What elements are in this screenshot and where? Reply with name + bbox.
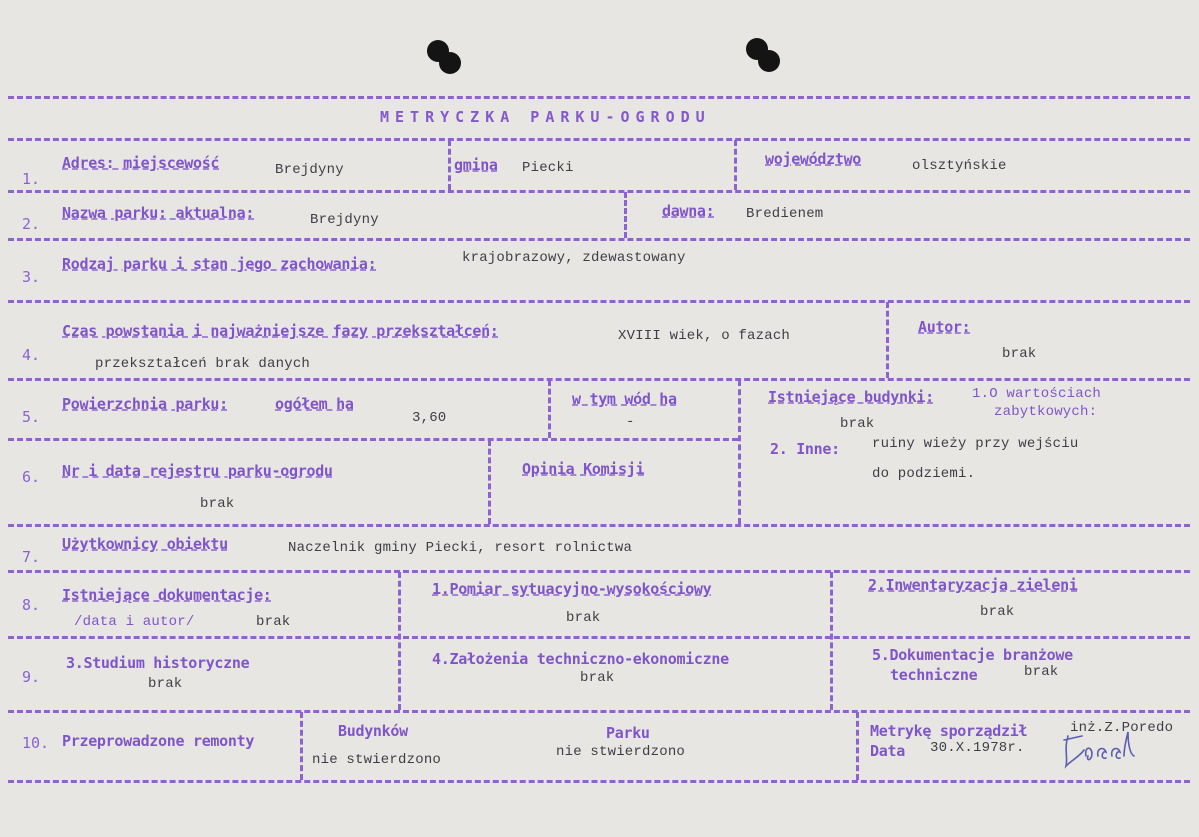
wojewodztwo-label: województwo [765,150,862,168]
gmina-value: Piecki [522,160,574,176]
row-number-3: 3. [22,268,41,286]
history-study-label: 3.Studium historyczne [66,654,250,672]
rule-row9 [8,710,1190,713]
punch-hole-left [425,40,463,74]
row-number-7: 7. [22,548,41,566]
date-value: 30.X.1978r. [930,740,1025,756]
date-label: Data [870,742,905,760]
survey-label: 1.Pomiar sytuacyjno-wysokościowy [432,580,712,598]
park-repairs-value: nie stwierdzono [556,744,686,760]
park-name-label: Nazwa parku: aktualna: [62,204,255,222]
wojewodztwo-value: olsztyńskie [912,158,1007,174]
origin-time-value-1: XVIII wiek, o fazach [618,328,791,344]
users-label: Użytkownicy obiektu [62,535,228,553]
row-number-2: 2. [22,215,41,233]
buildings-repairs-value: nie stwierdzono [312,752,442,768]
buildings-label: Istniejące budynki: [768,388,934,406]
register-label: Nr i data rejestru parku-ogrodu [62,462,333,480]
documentation-label: Istniejące dokumentacje: [62,586,272,604]
divider-r8-a [398,572,401,710]
water-area-value: - [626,414,635,430]
rule-row4 [8,378,1190,381]
buildings-value-2: zabytkowych: [994,404,1098,420]
documentation-sub: /data i autor/ [74,614,195,630]
divider-r8-b [830,572,833,710]
author-label: Autor: [918,318,971,336]
row-number-8: 8. [22,596,41,614]
tech-econ-value: brak [580,670,615,686]
other-buildings-value-2: do podziemi. [872,466,976,482]
repairs-label: Przeprowadzone remonty [62,732,255,750]
address-label: Adres: miejscewość [62,154,220,172]
divider-r5-a [548,380,551,438]
row-number-1: 1. [22,170,41,188]
branch-docs-label-2: techniczne [890,666,978,684]
author-value: brak [1002,346,1037,362]
history-study-value: brak [148,676,183,692]
divider-r1-woj [734,140,737,190]
greenery-value: brak [980,604,1015,620]
total-area-label: ogółem ha [275,395,354,413]
rule-row6 [8,524,1190,527]
former-name-label: dawna: [662,202,715,220]
tech-econ-label: 4.Założenia techniczno-ekonomiczne [432,650,729,668]
buildings-value-1: 1.O wartościach [972,386,1102,402]
address-value: Brejdyny [275,162,344,178]
punch-hole-right [744,38,782,72]
divider-r1-gmina [448,140,451,190]
commission-label: Opinia Komisji [522,460,645,478]
survey-value: brak [566,610,601,626]
origin-time-label: Czas powstania i najważniejsze fazy przekształceń: [62,322,499,340]
greenery-label: 2.Inwentaryzacja zieleni [868,576,1078,594]
park-name-value: Brejdyny [310,212,379,228]
park-type-label: Rodzaj parku i stan jego zachowania: [62,255,377,273]
rule-row1 [8,190,1190,193]
rule-row7 [8,570,1190,573]
register-value: brak [200,496,235,512]
other-buildings-label: 2. Inne: [770,440,840,458]
documentation-value: brak [256,614,291,630]
former-name-value: Bredienem [746,206,824,222]
divider-r10-b [856,712,859,780]
rule-title [8,138,1190,141]
rule-row8 [8,636,1190,639]
row-number-9: 9. [22,668,41,686]
buildings-brak: brak [840,416,875,432]
area-label: Powierzchnia parku: [62,395,228,413]
rule-row5 [8,438,738,441]
branch-docs-label-1: 5.Dokumentacje branżowe [872,646,1073,664]
prepared-by-label: Metrykę sporządził [870,722,1028,740]
origin-time-value-2: przekształceń brak danych [95,356,311,372]
park-type-value: krajobrazowy, zdewastowany [462,250,686,266]
divider-r10-a [300,712,303,780]
form-title: METRYCZKA PARKU-OGRODU [380,108,711,126]
users-value: Naczelnik gminy Piecki, resort rolnictwa [288,540,633,556]
rule-bottom [8,780,1190,783]
branch-docs-value: brak [1024,664,1059,680]
prepared-by-value: inż.Z.Poredo [1070,720,1174,736]
row-number-4: 4. [22,346,41,364]
row-number-10: 10. [22,734,50,752]
buildings-column-label: Budynków [338,722,408,740]
park-column-label: Parku [606,724,650,742]
rule-top [8,96,1190,99]
handwritten-signature [1058,726,1136,770]
divider-r4 [886,302,889,378]
divider-r5-b [738,380,741,524]
row-number-6: 6. [22,468,41,486]
rule-row2 [8,238,1190,241]
water-area-label: w tym wód ha [572,390,677,408]
rule-row3 [8,300,1190,303]
divider-r6 [488,440,491,524]
other-buildings-value-1: ruiny wieży przy wejściu [872,436,1079,452]
gmina-label: gmina [454,156,498,174]
total-area-value: 3,60 [412,410,447,426]
divider-r2 [624,192,627,238]
row-number-5: 5. [22,408,41,426]
